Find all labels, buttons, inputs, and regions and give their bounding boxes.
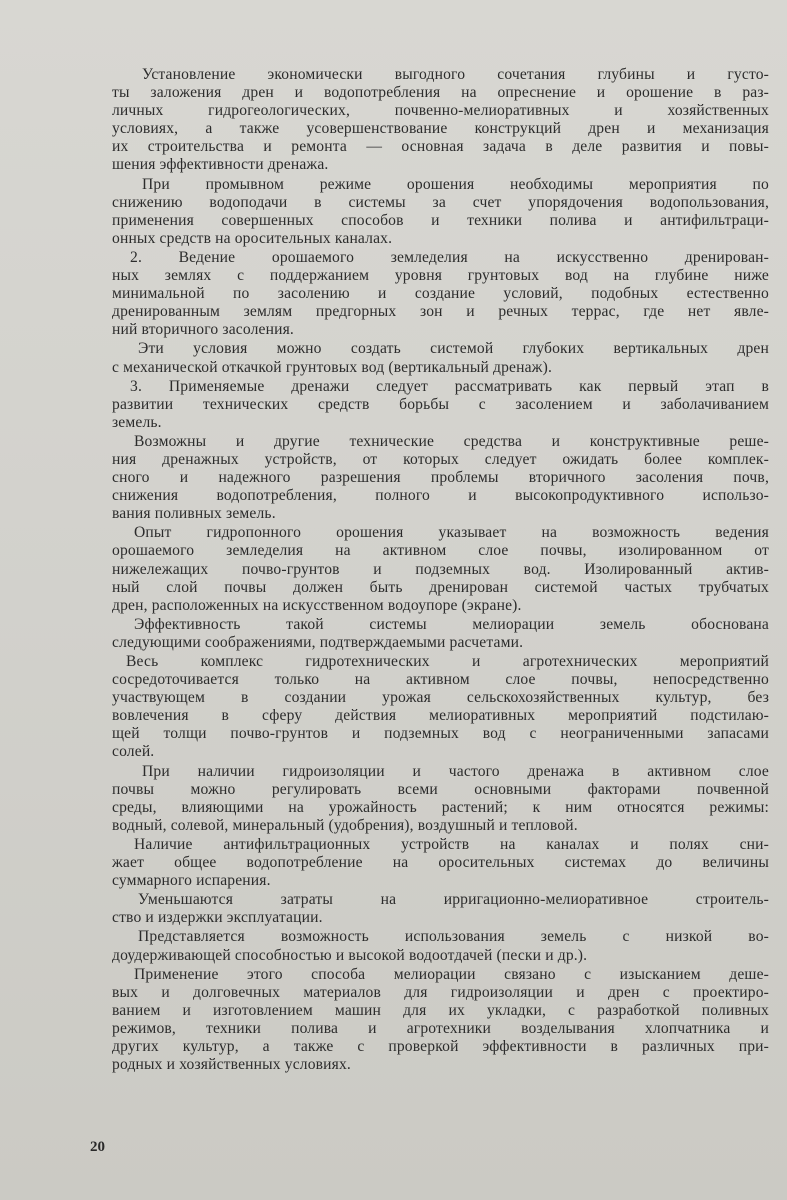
text-line: орошаемого земледелия на активном слое почвы, изолированном от [112,542,769,560]
text-line: ных землях с поддержанием уровня грунтовых вод на глубине ниже [112,267,769,285]
text-line: ний вторичного засоления. [112,321,294,339]
text-line: минимальной по засолению и создание условий, подобных естественно [112,285,769,303]
text-line: вых и долговечных материалов для гидроизоляции и дрен с проектиро- [112,983,769,1001]
text-line: Весь комплекс гидротехнических и агротехнических мероприятий [126,653,769,670]
text-line: Опыт гидропонного орошения указывает на возможность ведения [134,524,769,542]
text-line: Наличие антифильтрационных устройств на каналах и полях сни- [134,835,769,853]
text-line: среды, влияющими на урожайность растений; к ним относятся режимы: [112,798,769,816]
paragraph [112,966,769,1075]
paragraph [112,928,769,964]
text-line: ванием и изготовлением машин для их укладки, с разработкой поливных [112,1001,769,1019]
text-line: ство и издержки эксплуатации. [112,909,323,927]
text-line: Эффективность такой системы мелиорации земель обоснована [134,615,769,633]
text-line: При наличии гидроизоляции и частого дренажа в активном слое [142,762,769,780]
text-line: развитии технических средств борьбы с засолением и заболачиванием [112,395,769,413]
text-line: онных средств на оросительных каналах. [112,229,393,247]
text-line: 3. Применяемые дренажи следует рассматривать как первый этап в [130,377,769,395]
text-line: водный, солевой, минеральный (удобрения), воздушный и тепловой. [112,816,578,834]
text-line: применения совершенных способов и техники полива и антифильтраци- [112,211,769,229]
text-line: Установление экономически выгодного сочетания глубины и густо- [142,66,769,83]
paragraph [112,616,769,652]
text-line: щей толщи почво-грунтов и подземных вод с неограниченными запасами [112,725,769,743]
text-line: ния дренажных устройств, от которых следует ожидать более комплек- [112,450,769,468]
text-line: вовлечения в сферу действия мелиоративных мероприятий подстилаю- [112,707,769,725]
paragraph [112,66,769,175]
text-line: вания поливных земель. [112,505,276,523]
text-line: сного и надежного разрешения проблемы вторичного засоления почв, [112,469,769,487]
paragraph [112,378,769,432]
text-line: солей. [112,743,155,761]
text-line: почвы можно регулировать всеми основными факторами почвенной [112,780,769,798]
text-line: других культур, а также с проверкой эффективности в различных при- [112,1037,769,1055]
text-line: Эти условия можно создать системой глубоких вертикальных дрен [138,340,769,358]
paragraph [112,891,769,927]
text-line: их строительства и ремонта — основная задача в деле развития и повы- [112,138,769,156]
text-line: с механической откачкой грунтовых вод (вертикальный дренаж). [112,358,552,376]
paragraph [112,653,769,762]
text-line: сосредоточивается только на активном слое почвы, непосредственно [112,671,769,689]
text-line: условиях, а также усовершенствование конструкций дрен и механизация [112,120,769,138]
text-line: жает общее водопотребление на оросительных системах до величины [112,854,769,872]
paragraph [112,836,769,890]
text-line: При промывном режиме орошения необходимы мероприятия по [142,175,769,193]
text-line: земель. [112,413,162,431]
text-line: режимов, техники полива и агротехники возделывания хлопчатника и [112,1019,769,1037]
paragraph [112,340,769,376]
text-line: участвующем в создании урожая сельскохозяйственных культур, без [112,689,769,707]
paragraph [112,433,769,523]
text-line: Уменьшаются затраты на ирригационно-мелиоративное строитель- [138,891,769,909]
paragraph [112,524,769,614]
text-line: суммарного испарения. [112,872,271,890]
paragraph [112,763,769,835]
text-line: дренированным землям предгорных зон и речных террас, где нет явле- [112,303,769,321]
text-line: следующими соображениями, подтверждаемыми расчетами. [112,633,524,651]
text-line: 2. Ведение орошаемого земледелия на искусственно дренирован- [130,248,769,266]
page-number: 20 [90,1139,105,1155]
paragraph [112,249,769,339]
text-line: снижению водоподачи в системы за счет упорядочения водопользования, [112,193,769,211]
text-line: шения эффективности дренажа. [112,156,329,174]
text-line: Представляется возможность использования земель с низкой во- [138,928,769,946]
text-line: ный слой почвы должен быть дренирован системой частых трубчатых [112,578,769,596]
text-line: родных и хозяйственных условиях. [112,1056,351,1074]
text-line: Возможны и другие технические средства и конструктивные реше- [134,432,769,450]
text-line: снижения водопотребления, полного и высокопродуктивного использо- [112,487,769,505]
text-line: нижележащих почво-грунтов и подземных вод. Изолированный актив- [112,560,769,578]
text-line: Применение этого способа мелиорации связано с изысканием деше- [134,965,769,983]
text-line: ты заложения дрен и водопотребления на опреснение и орошение в раз- [112,84,769,102]
text-line: дрен, расположенных на искусственном водоупоре (экране). [112,596,522,614]
body-text [112,66,769,1074]
text-line: личных гидрогеологических, почвенно-мелиоративных и хозяйственных [112,102,769,120]
text-line: доудерживающей способностью и высокой водоотдачей (пески и др.). [112,946,588,964]
paragraph [112,176,769,248]
